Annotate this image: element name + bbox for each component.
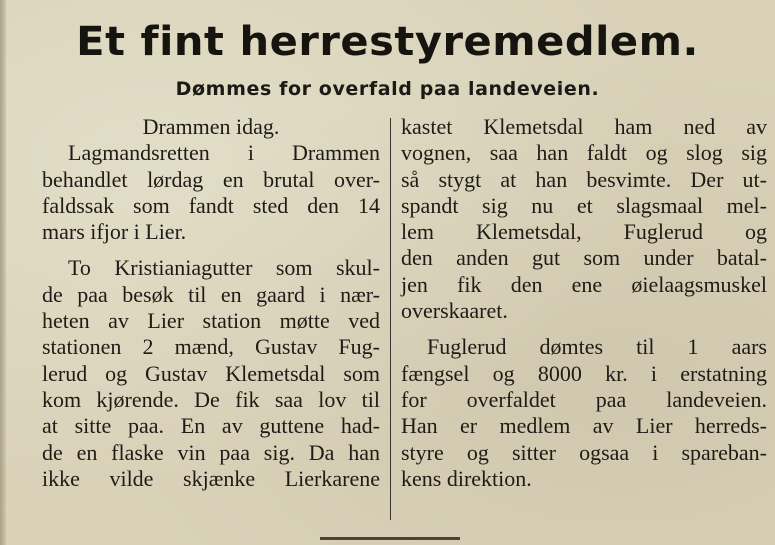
text-line: den anden gut som under batal- (401, 245, 767, 271)
text-line: vognen, saa han faldt og slog sig (401, 140, 767, 166)
text-line: faldssak som fandt sted den 14 (42, 192, 380, 218)
bottom-rule-fragment (320, 537, 460, 540)
text-line: Lagmandsretten i Drammen (68, 140, 380, 166)
text-line: spandt sig nu et slagsmaal mel- (401, 192, 767, 218)
text-line: lerud og Gustav Klemetsdal som (42, 360, 380, 386)
text-line: mars ifjor i Lier. (42, 219, 187, 245)
text-line: To Kristianiagutter som skul- (68, 255, 380, 281)
paragraph-gap (42, 245, 380, 255)
text-line: ikke vilde skjænke Lierkarene (42, 465, 380, 491)
article-subheadline: Dømmes for overfald paa landeveien. (175, 78, 600, 100)
article-headline: Et fint herrestyremedlem. (76, 19, 699, 65)
text-line: at sitte paa. En av guttene had- (42, 413, 380, 439)
text-line: kens direktion. (401, 465, 532, 491)
text-line: fængsel og 8000 kr. i erstatning (401, 360, 767, 386)
text-line: de en flaske vin paa sig. Da han (42, 439, 380, 465)
text-line: de paa besøk til en gaard i nær- (42, 281, 380, 307)
article-column-right (401, 114, 767, 492)
text-line: Fuglerud dømtes til 1 aars (427, 334, 767, 360)
text-line: kom kjørende. De fik saa lov til (42, 386, 380, 412)
paragraph-gap (401, 324, 767, 334)
text-line: Han er medlem av Lier herreds- (401, 413, 767, 439)
text-line: behandlet lørdag en brutal over- (42, 166, 380, 192)
text-line: jen fik den ene øielaagsmuskel (401, 271, 767, 297)
text-line: lem Klemetsdal, Fuglerud og (401, 219, 767, 245)
text-line: så stygt at han besvimte. Der ut- (401, 166, 767, 192)
column-divider (390, 118, 391, 520)
text-line: for overfaldet paa landeveien. (401, 386, 767, 412)
text-line: Drammen idag. (142, 114, 280, 139)
text-line: styre og sitter ogsaa i spareban- (401, 439, 767, 465)
text-line: stationen 2 mænd, Gustav Fug- (42, 334, 380, 360)
text-line: heten av Lier station møtte ved (42, 308, 380, 334)
text-line: kastet Klemetsdal ham ned av (401, 114, 767, 139)
text-line: overskaaret. (401, 298, 508, 324)
article-column-left (42, 114, 380, 492)
